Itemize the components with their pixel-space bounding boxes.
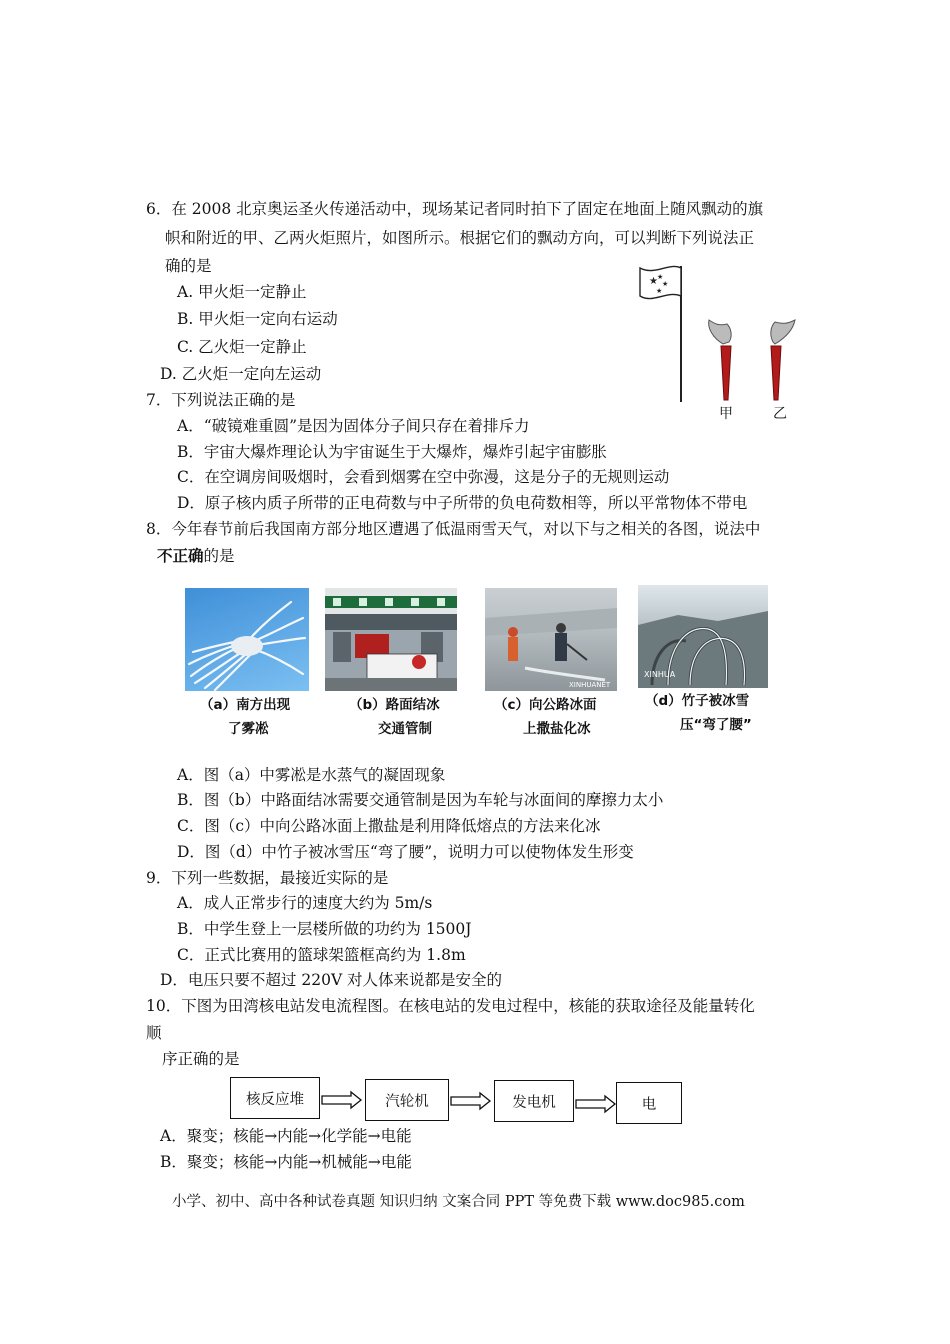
photo-c-salting-road (485, 588, 617, 691)
torch-yi-icon (771, 320, 795, 400)
q9-option-b: B．中学生登上一层楼所做的功约为 1500J (177, 920, 472, 938)
q9-option-c: C．正式比赛用的篮球架篮框高约为 1.8m (177, 946, 466, 964)
q8-stem-line1: 8．今年春节前后我国南方部分地区遭遇了低温雨雪天气，对以下与之相关的各图，说法中 (146, 520, 761, 538)
photo-d-watermark: XINHUA (644, 670, 676, 679)
caption-d-line1: （d）竹子被冰雪 (645, 693, 750, 709)
q9-stem: 9．下列一些数据，最接近实际的是 (146, 869, 389, 887)
svg-text:★: ★ (657, 273, 664, 281)
caption-a-line2: 了雾凇 (228, 721, 269, 737)
q6-stem-line3: 确的是 (165, 257, 212, 275)
q7-option-c: C．在空调房间吸烟时，会看到烟雾在空中弥漫，这是分子的无规则运动 (177, 468, 670, 486)
flow-box-reactor: 核反应堆 (230, 1077, 320, 1119)
q8-stem-line2 (157, 545, 235, 567)
flow-box-electricity: 电 (616, 1082, 682, 1124)
flow-arrow-2 (450, 1091, 492, 1111)
photo-a-rime (185, 588, 309, 691)
q10-stem-line3: 序正确的是 (162, 1050, 240, 1068)
torch-yi-label: 乙 (773, 406, 787, 422)
svg-text:★: ★ (656, 287, 663, 295)
q6-stem-line1: 6．在 2008 北京奥运圣火传递活动中，现场某记者同时拍下了固定在地面上随风飘动的旗 (146, 200, 764, 218)
q6-stem-line2: 帜和附近的甲、乙两火炬照片，如图所示。根据它们的飘动方向，可以判断下列说法正 (165, 229, 755, 247)
page-footer: 小学、初中、高中各种试卷真题 知识归纳 文案合同 PPT 等免费下载 www.doc985.com (172, 1194, 745, 1210)
photo-d-bent-bamboo (638, 585, 768, 688)
torch-jia-label: 甲 (719, 406, 733, 422)
flag-icon (640, 266, 681, 402)
q10-stem-line2: 顺 (146, 1024, 162, 1042)
q10-option-b: B．聚变；核能→内能→机械能→电能 (160, 1153, 412, 1171)
caption-c-line2: 上撒盐化冰 (523, 721, 591, 737)
q7-stem: 7．下列说法正确的是 (146, 391, 296, 409)
caption-c-line1: （c）向公路冰面 (494, 697, 597, 713)
q6-option-a: A. 甲火炬一定静止 (177, 283, 307, 301)
q8-option-d: D．图（d）中竹子被冰雪压“弯了腰”，说明力可以使物体发生形变 (177, 843, 634, 861)
photo-c-watermark: XINHUANET (569, 681, 611, 689)
q6-option-b: B. 甲火炬一定向右运动 (177, 310, 338, 328)
flow-box-turbine: 汽轮机 (365, 1079, 449, 1121)
caption-b-line1: （b）路面结冰 (349, 697, 440, 713)
q7-option-d: D．原子核内质子所带的正电荷数与中子所带的负电荷数相等，所以平常物体不带电 (177, 494, 748, 512)
caption-d-line2: 压“弯了腰” (680, 717, 752, 733)
flow-arrow-1 (321, 1090, 363, 1110)
svg-text:★: ★ (649, 276, 658, 287)
q8-emphasis: 不正确 (157, 547, 204, 565)
q8-option-b: B．图（b）中路面结冰需要交通管制是因为车轮与冰面间的摩擦力太小 (177, 791, 664, 809)
caption-b-line2: 交通管制 (378, 721, 432, 737)
flow-box-generator: 发电机 (494, 1080, 574, 1122)
torch-jia-icon (709, 320, 732, 400)
caption-a-line1: （a）南方出现 (200, 697, 291, 713)
q9-option-d: D．电压只要不超过 220V 对人体来说都是安全的 (160, 971, 503, 989)
q6-option-d: D. 乙火炬一定向左运动 (160, 365, 322, 383)
q7-option-a: A．“破镜难重圆”是因为固体分子间只存在着排斥力 (177, 417, 530, 435)
flow-arrow-3 (575, 1094, 617, 1114)
q6-option-c: C. 乙火炬一定静止 (177, 338, 307, 356)
q8-option-a: A．图（a）中雾凇是水蒸气的凝固现象 (177, 766, 446, 784)
q7-option-b: B．宇宙大爆炸理论认为宇宙诞生于大爆炸，爆炸引起宇宙膨胀 (177, 443, 607, 461)
svg-text:★: ★ (662, 280, 669, 288)
q9-option-a: A．成人正常步行的速度大约为 5m/s (177, 894, 433, 912)
q8-stem-line2-rest: 的是 (203, 547, 235, 565)
q10-option-a: A．聚变；核能→内能→化学能→电能 (160, 1127, 412, 1145)
q8-option-c: C．图（c）中向公路冰面上撒盐是利用降低熔点的方法来化冰 (177, 817, 601, 835)
photo-b-traffic-control (325, 588, 457, 691)
q10-stem-line1: 10．下图为田湾核电站发电流程图。在核电站的发电过程中，核能的获取途径及能量转化 (146, 997, 755, 1015)
